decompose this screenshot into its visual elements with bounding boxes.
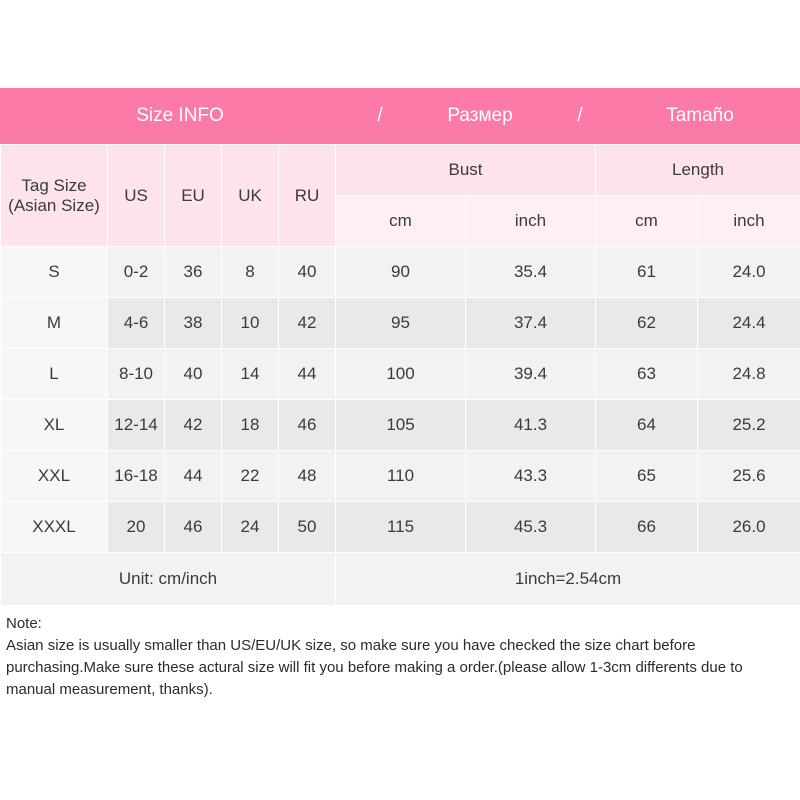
note-label: Note:	[6, 615, 42, 632]
table-row	[1, 247, 800, 298]
cell-length-cm: 62	[596, 298, 698, 349]
cell-eu: 36	[165, 247, 222, 298]
cell-bust-cm: 105	[336, 400, 466, 451]
cell-length-inch: 26.0	[698, 502, 800, 553]
cell-uk: 10	[222, 298, 279, 349]
table-row	[1, 451, 800, 502]
note-block	[0, 605, 800, 705]
title-size-info-es: Tamaño	[666, 105, 734, 126]
cell-uk: 14	[222, 349, 279, 400]
cell-eu: 38	[165, 298, 222, 349]
header-us: US	[108, 145, 165, 247]
cell-tag-size: XXL	[1, 451, 108, 502]
header-tag-size-main: Tag Size	[21, 175, 87, 195]
header-uk: UK	[222, 145, 279, 247]
cell-length-cm: 64	[596, 400, 698, 451]
header-bust-inch: inch	[466, 196, 596, 247]
cell-ru: 48	[279, 451, 336, 502]
header-length-inch: inch	[698, 196, 800, 247]
cell-us: 0-2	[108, 247, 165, 298]
title-separator-1: /	[377, 105, 383, 126]
cell-uk: 22	[222, 451, 279, 502]
cell-ru: 40	[279, 247, 336, 298]
size-info-title-bar	[0, 88, 800, 144]
cell-bust-cm: 100	[336, 349, 466, 400]
table-row	[1, 400, 800, 451]
cell-length-cm: 66	[596, 502, 698, 553]
table-footer-row	[1, 553, 800, 606]
cell-eu: 46	[165, 502, 222, 553]
cell-uk: 8	[222, 247, 279, 298]
cell-length-inch: 25.6	[698, 451, 800, 502]
title-separator-2: /	[577, 105, 583, 126]
cell-length-inch: 24.0	[698, 247, 800, 298]
header-bust-cm: cm	[336, 196, 466, 247]
header-tag-size	[1, 145, 108, 247]
cell-uk: 24	[222, 502, 279, 553]
cell-us: 8-10	[108, 349, 165, 400]
cell-tag-size: S	[1, 247, 108, 298]
header-bust: Bust	[336, 145, 596, 196]
cell-bust-inch: 35.4	[466, 247, 596, 298]
header-eu: EU	[165, 145, 222, 247]
cell-eu: 40	[165, 349, 222, 400]
cell-eu: 42	[165, 400, 222, 451]
cell-ru: 50	[279, 502, 336, 553]
cell-length-cm: 63	[596, 349, 698, 400]
cell-bust-inch: 37.4	[466, 298, 596, 349]
cell-bust-cm: 95	[336, 298, 466, 349]
cell-bust-inch: 39.4	[466, 349, 596, 400]
cell-tag-size: XXXL	[1, 502, 108, 553]
table-row	[1, 349, 800, 400]
cell-bust-inch: 45.3	[466, 502, 596, 553]
cell-ru: 46	[279, 400, 336, 451]
header-ru: RU	[279, 145, 336, 247]
footer-unit: Unit: cm/inch	[1, 553, 336, 606]
cell-tag-size: L	[1, 349, 108, 400]
header-length-cm: cm	[596, 196, 698, 247]
cell-length-inch: 24.8	[698, 349, 800, 400]
cell-uk: 18	[222, 400, 279, 451]
cell-tag-size: M	[1, 298, 108, 349]
note-text: Asian size is usually smaller than US/EU/UK size, so make sure you have checked the size chart before purchasing.Make sure these actural size will fit you before making a order.(please allow 1-3cm differents due to manual measurement, thanks).	[6, 637, 743, 698]
cell-length-cm: 65	[596, 451, 698, 502]
size-table	[0, 144, 800, 606]
cell-eu: 44	[165, 451, 222, 502]
cell-us: 12-14	[108, 400, 165, 451]
footer-conversion: 1inch=2.54cm	[336, 553, 800, 606]
cell-ru: 44	[279, 349, 336, 400]
cell-length-inch: 25.2	[698, 400, 800, 451]
table-row	[1, 502, 800, 553]
header-length: Length	[596, 145, 800, 196]
header-tag-size-sub: (Asian Size)	[8, 195, 100, 215]
size-chart	[0, 88, 800, 606]
cell-bust-inch: 41.3	[466, 400, 596, 451]
title-size-info-en: Size INFO	[136, 105, 224, 126]
cell-bust-cm: 90	[336, 247, 466, 298]
cell-length-cm: 61	[596, 247, 698, 298]
cell-us: 4-6	[108, 298, 165, 349]
table-header-row-top	[1, 145, 800, 196]
cell-ru: 42	[279, 298, 336, 349]
cell-bust-cm: 110	[336, 451, 466, 502]
cell-us: 20	[108, 502, 165, 553]
cell-length-inch: 24.4	[698, 298, 800, 349]
table-row	[1, 298, 800, 349]
cell-bust-inch: 43.3	[466, 451, 596, 502]
cell-bust-cm: 115	[336, 502, 466, 553]
cell-tag-size: XL	[1, 400, 108, 451]
title-size-info-ru: Размер	[447, 105, 513, 126]
cell-us: 16-18	[108, 451, 165, 502]
